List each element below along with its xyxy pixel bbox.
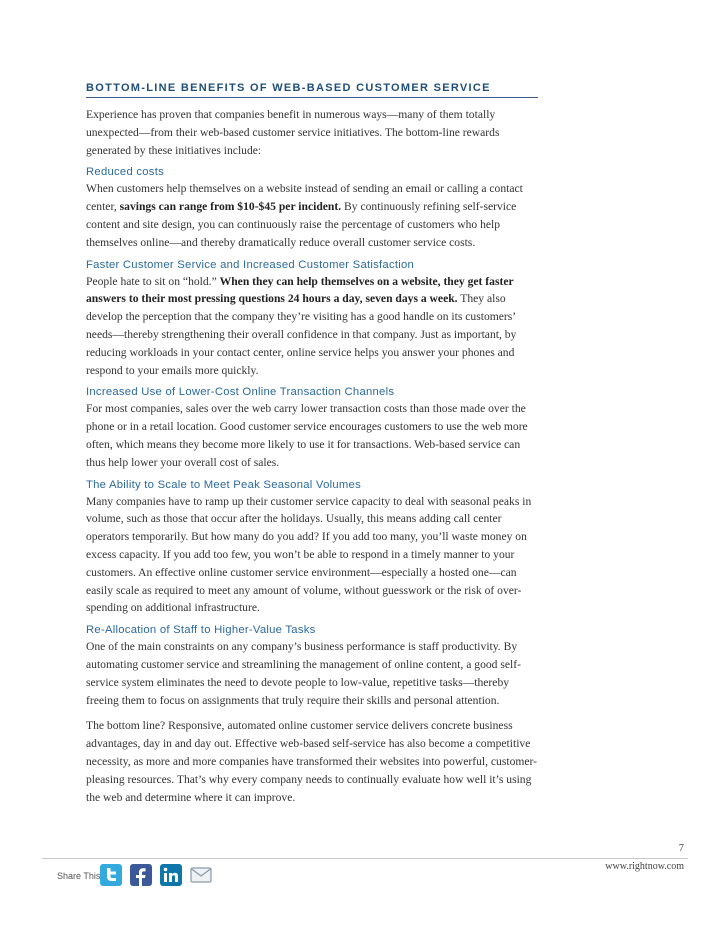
share-label: Share This bbox=[57, 871, 101, 881]
benefit-bold-text: When they can help themselves on a website, they get faster answers to their most pressing questions 24 hours a day, seven days a week. bbox=[86, 274, 514, 306]
benefit-online-transactions bbox=[86, 385, 538, 471]
benefit-heading: Reduced costs bbox=[86, 166, 164, 179]
conclusion-paragraph: The bottom line? Responsive, automated online customer service delivers concrete business advantages, day in and day out. Effective web-based self-service has also become a competitive necessity, as more and more companies have transformed their websites into powerful, customer-pleasing resources. That’s why every company needs to continually evaluate how well it’s using the web and determine where it can improve. bbox=[86, 719, 538, 804]
benefit-staff-reallocation bbox=[86, 623, 538, 709]
linkedin-icon[interactable] bbox=[159, 863, 183, 887]
section-title: BOTTOM-LINE BENEFITS OF WEB-BASED CUSTOMER SERVICE bbox=[86, 82, 538, 98]
facebook-icon[interactable] bbox=[129, 863, 153, 887]
share-icons bbox=[99, 863, 213, 887]
benefit-text bbox=[86, 273, 538, 380]
footer-divider bbox=[42, 858, 688, 859]
benefit-scale bbox=[86, 478, 538, 618]
benefit-text-end: By continuously refining self-service content and site design, you can continuously raise the percentage of customers who help themselves online—and thereby dramatically reduce overall customer service costs. bbox=[86, 200, 517, 249]
website-url: www.rightnow.com bbox=[605, 861, 684, 872]
benefit-text bbox=[86, 180, 538, 251]
benefit-heading: Faster Customer Service and Increased Customer Satisfaction bbox=[86, 258, 415, 271]
document-body bbox=[86, 82, 538, 812]
benefit-heading: Increased Use of Lower-Cost Online Transaction Channels bbox=[86, 386, 395, 399]
benefit-text-start: People hate to sit on “hold.” bbox=[86, 274, 220, 288]
benefit-text-end: They also develop the perception that the company they’re visiting has a good handle on its customers’ needs—thereby strengthening their overall confidence in that company. Just as important, by reducing workloads in your contact center, online service helps you answer your phones and respond to your emails more quickly. bbox=[86, 292, 517, 377]
benefit-text-start: When customers help themselves on a website instead of sending an email or calling a contact center, bbox=[86, 182, 523, 214]
benefit-text: For most companies, sales over the web carry lower transaction costs than those made over the phone or in a retail location. Good customer service encourages customers to use the web more often, which means they become more likely to use it for transactions. Web-based service can thus help lower your overall cost of sales. bbox=[86, 402, 528, 469]
benefit-bold-text: savings can range from $10-$45 per incident. bbox=[119, 200, 342, 214]
benefit-heading: The Ability to Scale to Meet Peak Seasonal Volumes bbox=[86, 478, 361, 491]
email-icon[interactable] bbox=[189, 863, 213, 887]
page-number: 7 bbox=[678, 843, 684, 854]
benefit-reduced-costs bbox=[86, 165, 538, 251]
benefit-heading: Re-Allocation of Staff to Higher-Value Tasks bbox=[86, 624, 316, 637]
intro-paragraph: Experience has proven that companies benefit in numerous ways—many of them totally unexpected—from their web-based customer service initiatives. The bottom-line rewards generated by these initiatives include: bbox=[86, 108, 500, 157]
benefit-faster-service bbox=[86, 258, 538, 380]
benefit-text: One of the main constraints on any company’s business performance is staff productivity. By automating customer service and streamlining the management of online content, a good self-service system eliminates the need to devote people to low-value, repetitive tasks—thereby freeing them to focus on assignments that truly require their skills and personal attention. bbox=[86, 640, 521, 707]
benefit-text: Many companies have to ramp up their customer service capacity to deal with seasonal peaks in volume, such as those that occur after the holidays. Usually, this means adding call center operators temporarily. But how many do you add? If you add too many, you’ll waste money on excess capacity. If you add too few, you won’t be able to respond in a timely manner to your customers. An effective online customer service environment—especially a hosted one—can easily scale as required to meet any amount of volume, without guesswork or the risk of over-spending on additional infrastructure. bbox=[86, 494, 532, 615]
twitter-icon[interactable] bbox=[99, 863, 123, 887]
